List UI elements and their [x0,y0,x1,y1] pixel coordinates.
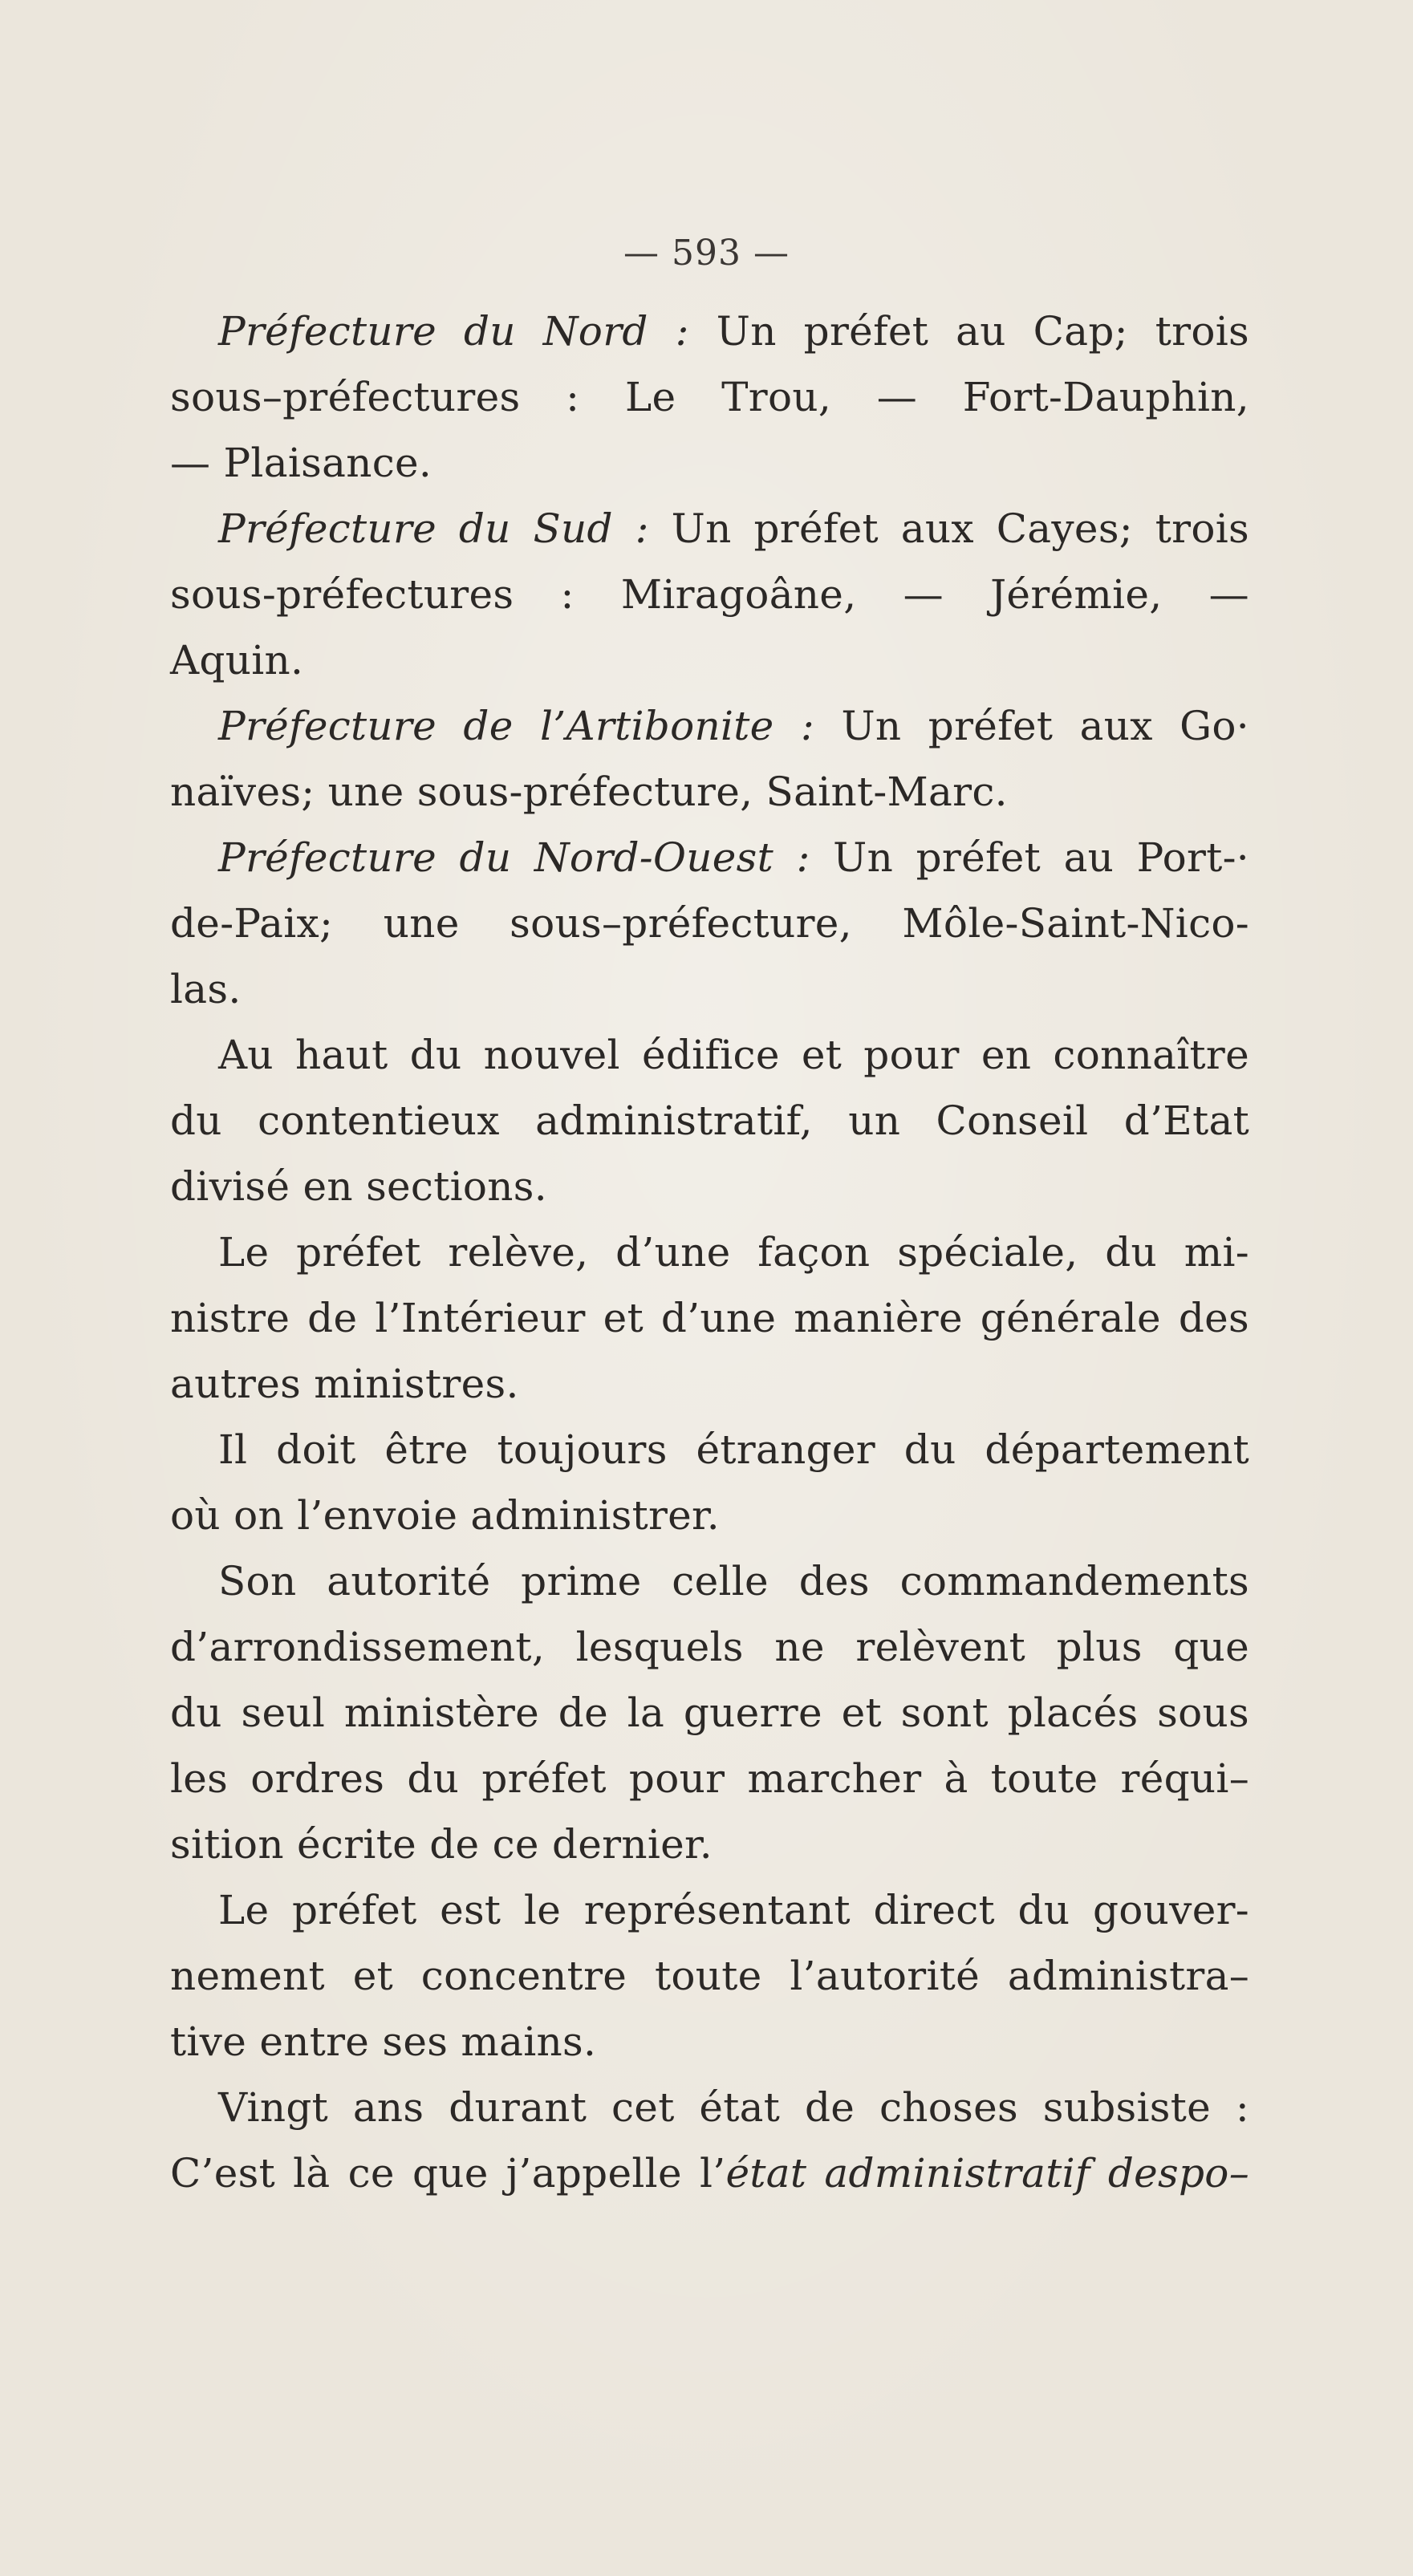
text-segment: sous–préfectures : Le Trou, — Fort-Dauphin, [170,374,1249,420]
text-segment: nistre de l’Intérieur et d’une manière générale des [170,1295,1249,1341]
text-line [170,2075,1249,2140]
text-segment: Au haut du nouvel édifice et pour en connaître [218,1032,1249,1078]
body-text [170,298,1249,2206]
text-segment: sous-préfectures : Miragoâne, — Jérémie, — [170,571,1249,618]
text-line [170,693,1249,759]
text-segment: Il doit être toujours étranger du département [218,1426,1249,1473]
text-line [170,298,1249,364]
text-line [170,430,1249,496]
text-line [170,1877,1249,1943]
text-segment: où on l’envoie administrer. [170,1492,720,1539]
text-line [170,1548,1249,1614]
text-segment: les ordres du préfet pour marcher à toute réqui– [170,1755,1249,1802]
text-segment: — Plaisance. [170,440,432,486]
text-line [170,890,1249,956]
text-line [170,562,1249,627]
text-line [170,1943,1249,2009]
text-segment: tive entre ses mains. [170,2018,597,2065]
text-line [170,1811,1249,1877]
text-line [170,1746,1249,1811]
text-segment: Aquin. [170,637,304,684]
text-line [170,1285,1249,1351]
text-segment: naïves; une sous-préfecture, Saint-Marc. [170,769,1008,815]
text-segment: C’est là ce que j’appelle l’ [170,2150,726,2197]
text-segment: nement et concentre toute l’autorité administra– [170,1953,1249,1999]
text-line [170,956,1249,1022]
text-segment: Vingt ans durant cet état de choses subsiste : [218,2084,1249,2131]
text-line [170,759,1249,825]
text-line [170,1088,1249,1154]
text-line [170,1219,1249,1285]
text-line [170,825,1249,890]
italic-text: Préfecture du Nord : [218,308,689,355]
text-line [170,1417,1249,1483]
text-line [170,1483,1249,1548]
text-line [170,2009,1249,2075]
text-line [170,1680,1249,1746]
text-line [170,496,1249,562]
italic-text: Préfecture de l’Artibonite : [218,703,815,749]
text-line [170,364,1249,430]
italic-text: Préfecture du Nord-Ouest : [218,834,810,881]
text-segment: de-Paix; une sous–préfecture, Môle-Saint-Nico- [170,900,1249,947]
text-segment: Le préfet relève, d’une façon spéciale, du mi- [218,1229,1249,1276]
text-segment: d’arrondissement, lesquels ne relèvent plus que [170,1624,1249,1670]
text-segment: du contentieux administratif, un Conseil d’Etat [170,1097,1249,1144]
text-line [170,627,1249,693]
italic-text: Préfecture du Sud : [218,505,649,552]
text-line [170,1022,1249,1088]
text-line [170,2140,1249,2206]
text-segment: du seul ministère de la guerre et sont placés sous [170,1690,1249,1736]
text-segment: Un préfet au Cap; trois [688,308,1250,355]
text-segment: autres ministres. [170,1361,519,1407]
text-segment: Le préfet est le représentant direct du gouver- [218,1887,1249,1933]
page-number: — 593 — [623,233,790,274]
text-segment: Un préfet au Port-· [810,834,1249,881]
italic-text: état administratif despo– [725,2150,1250,2197]
text-segment: las. [170,966,242,1012]
text-segment: sition écrite de ce dernier. [170,1821,713,1868]
text-segment: divisé en sections. [170,1163,547,1210]
text-line [170,1351,1249,1417]
text-line [170,1154,1249,1219]
text-segment: Un préfet aux Cayes; trois [648,505,1249,552]
text-segment: Un préfet aux Go· [814,703,1249,749]
text-line [170,1614,1249,1680]
text-segment: Son autorité prime celle des commandements [218,1558,1249,1604]
